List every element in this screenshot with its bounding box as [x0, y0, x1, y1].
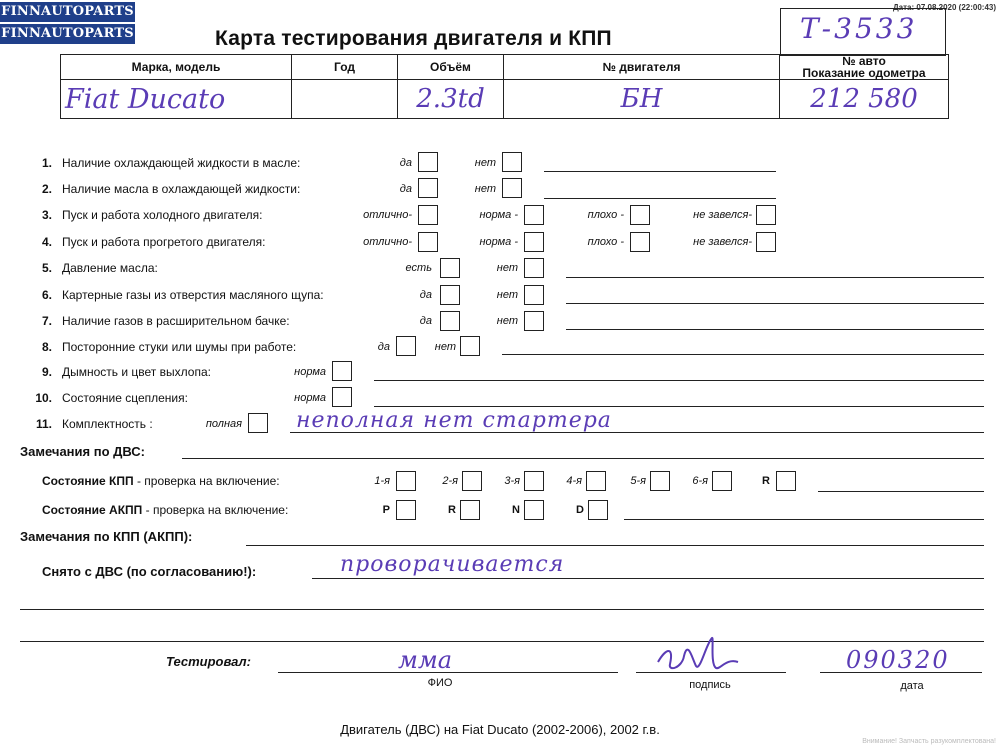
removed-label: Снято с ДВС (по согласованию!): — [42, 564, 257, 579]
q4-text: Пуск и работа прогретого двигателя: — [62, 235, 266, 249]
col-year: Год — [292, 55, 398, 80]
q8-yes-checkbox[interactable] — [396, 336, 416, 356]
q6-no-checkbox[interactable] — [524, 285, 544, 305]
akpp-label-bold: Состояние АКПП — [42, 503, 143, 517]
akpp-gear-d-checkbox[interactable] — [588, 500, 608, 520]
q8-no-checkbox[interactable] — [460, 336, 480, 356]
q3-normal-checkbox[interactable] — [524, 205, 544, 225]
q6-text: Картерные газы из отверстия масляного щупа: — [62, 288, 324, 302]
q7-text: Наличие газов в расширительном бачке: — [62, 314, 290, 328]
q7-opt-no: нет — [496, 315, 518, 327]
footer-caption: Двигатель (ДВС) на Fiat Ducato (2002-2006), 2002 г.в. — [340, 722, 660, 737]
kpp-gear-3-checkbox[interactable] — [524, 471, 544, 491]
q2-opt-yes: да — [399, 183, 412, 195]
q8-opt-yes: да — [377, 341, 390, 353]
kpp-label-bold: Состояние КПП — [42, 474, 134, 488]
page-title: Карта тестирования двигателя и КПП — [215, 27, 612, 50]
model-value: Fiat Ducato — [65, 83, 226, 115]
q1-opt-no: нет — [474, 157, 496, 169]
tested-date: 090320 — [846, 646, 950, 674]
akpp-gear-r-checkbox[interactable] — [460, 500, 480, 520]
q1-opt-yes: да — [399, 157, 412, 169]
under-date: дата — [900, 680, 924, 692]
volume-value: 2.3td — [416, 84, 485, 114]
q3-opt-excellent: отлично- — [363, 209, 412, 221]
removed-line — [312, 578, 984, 579]
q4-excellent-checkbox[interactable] — [418, 232, 438, 252]
q9-line — [374, 380, 984, 381]
akpp-gear-p-checkbox[interactable] — [396, 500, 416, 520]
q11-number: 11. — [35, 417, 52, 431]
signature-image — [654, 628, 744, 678]
q1-no-checkbox[interactable] — [502, 152, 522, 172]
col-volume: Объём — [398, 55, 504, 80]
q2-text: Наличие масла в охлаждающей жидкости: — [62, 182, 301, 196]
under-signature: подпись — [689, 679, 731, 691]
q10-text: Состояние сцепления: — [62, 391, 188, 405]
q1-line — [544, 171, 776, 172]
q2-opt-no: нет — [474, 183, 496, 195]
kpp-gear-1-checkbox[interactable] — [396, 471, 416, 491]
q3-opt-nostart: не завелся- — [693, 209, 752, 221]
q2-line — [544, 198, 776, 199]
q10-line — [374, 406, 984, 407]
card-code: Т-3533 — [800, 12, 918, 45]
q3-bad-checkbox[interactable] — [630, 205, 650, 225]
kpp-gear-5-checkbox[interactable] — [650, 471, 670, 491]
q7-opt-yes: да — [419, 315, 432, 327]
q4-normal-checkbox[interactable] — [524, 232, 544, 252]
akpp-line — [624, 519, 984, 520]
q2-number: 2. — [41, 182, 52, 196]
vehicle-header-table — [60, 54, 949, 119]
q7-number: 7. — [41, 314, 52, 328]
q5-yes-checkbox[interactable] — [440, 258, 460, 278]
brand-logo-1: FINNAUTOPARTS — [0, 2, 135, 22]
q11-line — [290, 432, 984, 433]
q3-nostart-checkbox[interactable] — [756, 205, 776, 225]
q2-no-checkbox[interactable] — [502, 178, 522, 198]
q1-text: Наличие охлаждающей жидкости в масле: — [62, 156, 301, 170]
under-name: ФИО — [427, 677, 453, 689]
col-car-no: № авто — [842, 54, 886, 68]
kpp-gear-3-label: 3-я — [504, 475, 520, 487]
extra-line-2 — [20, 641, 984, 642]
q4-opt-nostart: не завелся- — [693, 236, 752, 248]
q10-opt-normal: норма — [294, 392, 326, 404]
q1-yes-checkbox[interactable] — [418, 152, 438, 172]
q5-text: Давление масла: — [62, 261, 158, 275]
ice-remarks-label: Замечания по ДВС: — [20, 444, 145, 459]
q8-opt-no: нет — [434, 341, 456, 353]
q4-nostart-checkbox[interactable] — [756, 232, 776, 252]
q11-note: неполная нет стартера — [296, 408, 612, 433]
kpp-gear-2-checkbox[interactable] — [462, 471, 482, 491]
q9-text: Дымность и цвет выхлопа: — [62, 365, 211, 379]
q2-yes-checkbox[interactable] — [418, 178, 438, 198]
q4-number: 4. — [41, 235, 52, 249]
q3-text: Пуск и работа холодного двигателя: — [62, 208, 263, 222]
kpp-label — [42, 474, 280, 488]
tested-name: мма — [398, 646, 453, 674]
q4-bad-checkbox[interactable] — [630, 232, 650, 252]
q7-yes-checkbox[interactable] — [440, 311, 460, 331]
date-stamp: Дата: 07.08.2020 (22:00:43) — [892, 3, 996, 12]
tested-label: Тестировал: — [166, 654, 251, 669]
akpp-gear-n-checkbox[interactable] — [524, 500, 544, 520]
extra-line-1 — [20, 609, 984, 610]
q7-line — [566, 329, 984, 330]
akpp-label — [42, 503, 288, 517]
odometer-value: 212 580 — [810, 84, 918, 114]
removed-note: проворачивается — [340, 552, 565, 577]
kpp-label-rest: - проверка на включение: — [133, 474, 280, 488]
q11-opt-full: полная — [205, 418, 242, 430]
q7-no-checkbox[interactable] — [524, 311, 544, 331]
q3-number: 3. — [41, 208, 52, 222]
akpp-label-rest: - проверка на включение: — [142, 503, 289, 517]
kpp-remarks-line — [246, 545, 984, 546]
col-odometer-label: Показание одометра — [802, 66, 926, 80]
akpp-gear-p-label: P — [382, 504, 390, 516]
q3-opt-bad: плохо - — [587, 209, 624, 221]
akpp-gear-n-label: N — [512, 504, 520, 516]
q4-opt-bad: плохо - — [587, 236, 624, 248]
brand-logo-2: FINNAUTOPARTS — [0, 24, 135, 44]
q8-text: Посторонние стуки или шумы при работе: — [62, 340, 297, 354]
akpp-gear-d-label: D — [576, 504, 584, 516]
kpp-gear-4-checkbox[interactable] — [586, 471, 606, 491]
q6-line — [566, 303, 984, 304]
q11-full-checkbox[interactable] — [248, 413, 268, 433]
kpp-gear-5-label: 5-я — [630, 475, 646, 487]
kpp-gear-2-label: 2-я — [442, 475, 458, 487]
q3-excellent-checkbox[interactable] — [418, 205, 438, 225]
q6-yes-checkbox[interactable] — [440, 285, 460, 305]
q4-opt-normal: норма - — [479, 236, 518, 248]
q6-number: 6. — [41, 288, 52, 302]
q10-normal-checkbox[interactable] — [332, 387, 352, 407]
q6-opt-no: нет — [496, 289, 518, 301]
kpp-gear-6-label: 6-я — [692, 475, 708, 487]
q8-number: 8. — [41, 340, 52, 354]
q5-opt-no: нет — [496, 262, 518, 274]
kpp-gear-4-label: 4-я — [566, 475, 582, 487]
q5-opt-yes: есть — [405, 262, 432, 274]
q9-normal-checkbox[interactable] — [332, 361, 352, 381]
watermark: Внимание! Запчасть разукомплектована! — [862, 738, 996, 745]
q9-number: 9. — [41, 365, 52, 379]
q5-number: 5. — [41, 261, 52, 275]
kpp-remarks-label: Замечания по КПП (АКПП): — [20, 529, 193, 544]
q5-no-checkbox[interactable] — [524, 258, 544, 278]
kpp-line — [818, 491, 984, 492]
kpp-gear-r-label: R — [762, 475, 770, 487]
q11-text: Комплектность : — [62, 417, 153, 431]
q8-line — [502, 354, 984, 355]
q1-number: 1. — [41, 156, 52, 170]
q10-number: 10. — [35, 391, 52, 405]
kpp-gear-6-checkbox[interactable] — [712, 471, 732, 491]
engine-no-value: БН — [620, 84, 663, 114]
akpp-gear-r-label: R — [448, 504, 456, 516]
q9-opt-normal: норма — [294, 366, 326, 378]
q4-opt-excellent: отлично- — [363, 236, 412, 248]
ice-remarks-line — [182, 458, 984, 459]
kpp-gear-1-label: 1-я — [374, 475, 390, 487]
col-engine-no: № двигателя — [504, 55, 780, 80]
col-odometer — [780, 55, 949, 80]
q3-opt-normal: норма - — [479, 209, 518, 221]
q6-opt-yes: да — [419, 289, 432, 301]
col-model: Марка, модель — [61, 55, 292, 80]
q5-line — [566, 277, 984, 278]
kpp-gear-r-checkbox[interactable] — [776, 471, 796, 491]
